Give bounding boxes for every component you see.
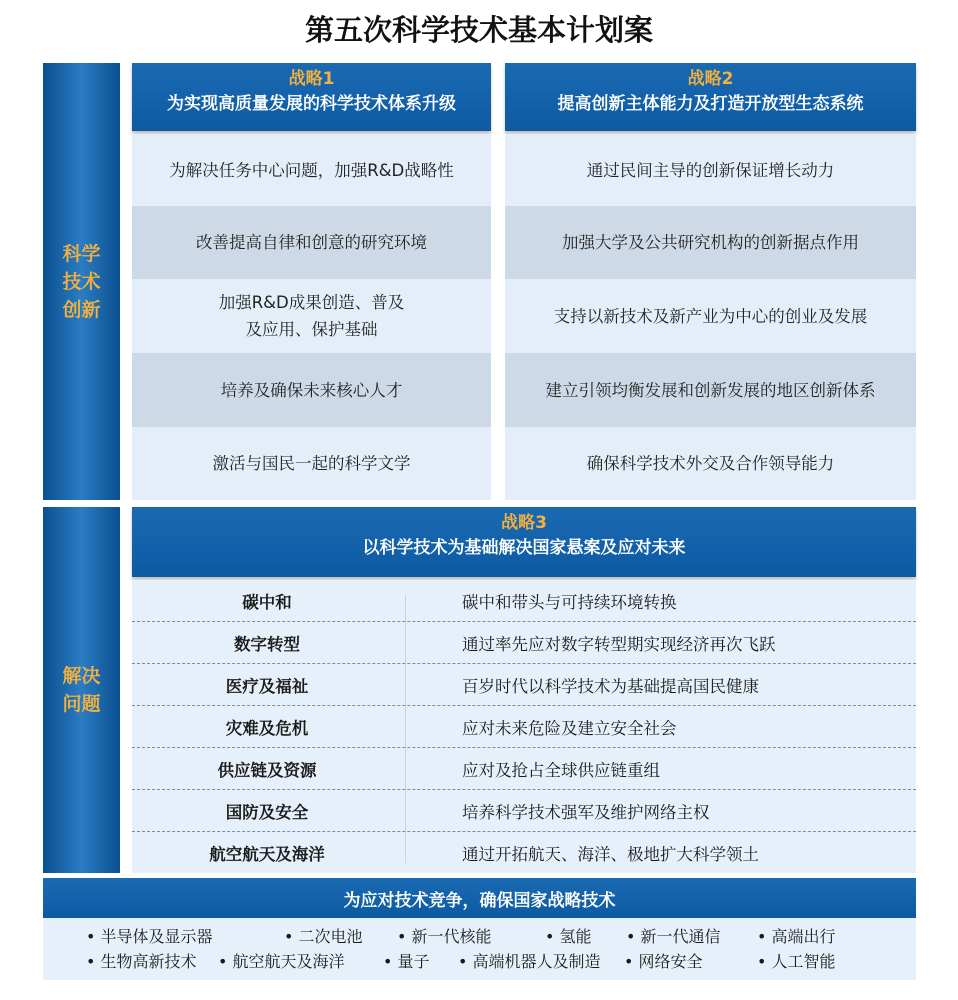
- strategy3-row-desc: 应对及抢占全球供应链重组: [462, 760, 660, 780]
- strategy3-title: 以科学技术为基础解决国家悬案及应对未来: [362, 538, 686, 558]
- strategic-tech-item: • 新一代通信: [626, 927, 721, 946]
- strategic-tech-header: 为应对技术竞争，确保国家战略技术: [43, 878, 916, 918]
- strategic-tech-item: • 量子: [383, 952, 430, 971]
- strategic-tech-item: • 网络安全: [624, 952, 703, 971]
- strategy3-row-name: 供应链及资源: [217, 760, 317, 780]
- strategy3-row: [132, 748, 916, 790]
- strategy1-item-text: 激活与国民一起的科学文学: [212, 454, 411, 473]
- strategy1-item: [132, 427, 491, 500]
- strategy2-title: 提高创新主体能力及打造开放型生态系统: [557, 94, 864, 114]
- strategy3-row-name: 数字转型: [234, 634, 300, 654]
- strategy3-row-name: 航空航天及海洋: [209, 845, 325, 864]
- section-label-solution-text: 解决 问题: [62, 665, 101, 715]
- strategy1-item: [132, 353, 491, 427]
- strategic-tech-item: • 人工智能: [757, 952, 836, 971]
- strategy2-item: [505, 353, 916, 427]
- strategy1-label: 战略1: [288, 69, 335, 89]
- strategic-tech-item: • 氢能: [545, 927, 592, 946]
- strategy1-header: [132, 63, 491, 131]
- strategy3-row: [132, 664, 916, 706]
- strategy3-row-desc: 百岁时代以科学技术为基础提高国民健康: [462, 676, 759, 696]
- strategy3-row: [132, 580, 916, 622]
- strategy3-row-name: 灾难及危机: [225, 718, 309, 738]
- strategy2-item-text: 支持以新技术及新产业为中心的创业及发展: [553, 306, 868, 326]
- strategy1-item-text: 培养及确保未来核心人才: [220, 380, 403, 400]
- strategy3-row: [132, 706, 916, 748]
- section-label-solution: [43, 507, 120, 873]
- strategy2-item-text: 加强大学及公共研究机构的创新据点作用: [562, 233, 859, 252]
- strategy3-row: [132, 622, 916, 664]
- strategy3-row: [132, 790, 916, 832]
- strategy1-title: 为实现高质量发展的科学技术体系升级: [167, 94, 456, 114]
- strategy3-row-desc: 碳中和带头与可持续环境转换: [462, 592, 677, 612]
- strategy2-item-text: 确保科学技术外交及合作领导能力: [586, 454, 835, 473]
- section-label-innovation: [43, 63, 120, 500]
- strategy3-row-desc: 通过开拓航天、海洋、极地扩大科学领土: [462, 845, 759, 864]
- strategy2-item: [505, 206, 916, 279]
- strategy3-label: 战略3: [501, 513, 547, 533]
- strategic-tech-item: • 新一代核能: [397, 927, 492, 946]
- strategy3-row: [132, 832, 916, 874]
- strategic-tech-item: • 高端机器人及制造: [458, 952, 601, 971]
- strategy2-item: [505, 279, 916, 353]
- strategy1-item-text: 改善提高自律和创意的研究环境: [196, 233, 427, 252]
- page-title: 第五次科学技术基本计划案: [304, 13, 653, 47]
- strategy2-header: [505, 63, 916, 131]
- strategy2-item: [505, 427, 916, 500]
- strategic-tech-item: • 二次电池: [284, 927, 363, 946]
- strategy2-item: [505, 134, 916, 206]
- strategy1-item: [132, 279, 491, 353]
- strategy3-row-name: 碳中和: [242, 592, 292, 612]
- strategic-tech-item: • 半导体及显示器: [86, 927, 213, 946]
- strategy3-row-desc: 通过率先应对数字转型期实现经济再次飞跃: [462, 634, 776, 654]
- strategy1-item-text: 为解决任务中心问题，加强R&D战略性: [169, 160, 454, 180]
- strategy1-item-text: 加强R&D成果创造、普及 及应用、保护基础: [218, 293, 405, 339]
- strategy2-label: 战略2: [687, 69, 734, 89]
- strategy1-item: [132, 206, 491, 279]
- strategic-tech-item: • 航空航天及海洋: [218, 952, 345, 971]
- strategic-tech-item: • 生物高新技术: [86, 952, 197, 971]
- strategy3-row-name: 国防及安全: [225, 802, 309, 822]
- strategy1-item: [132, 134, 491, 206]
- strategic-tech-item: • 高端出行: [757, 927, 836, 946]
- strategy2-item-text: 建立引领均衡发展和创新发展的地区创新体系: [545, 380, 876, 400]
- strategy2-item-text: 通过民间主导的创新保证增长动力: [586, 160, 835, 180]
- section-label-innovation-text: 科学 技术 创新: [62, 242, 101, 321]
- strategy3-header: [132, 507, 916, 577]
- strategy3-row-desc: 应对未来危险及建立安全社会: [462, 718, 677, 738]
- strategy3-row-desc: 培养科学技术强军及维护网络主权: [462, 802, 710, 822]
- strategy3-row-name: 医疗及福祉: [225, 676, 309, 696]
